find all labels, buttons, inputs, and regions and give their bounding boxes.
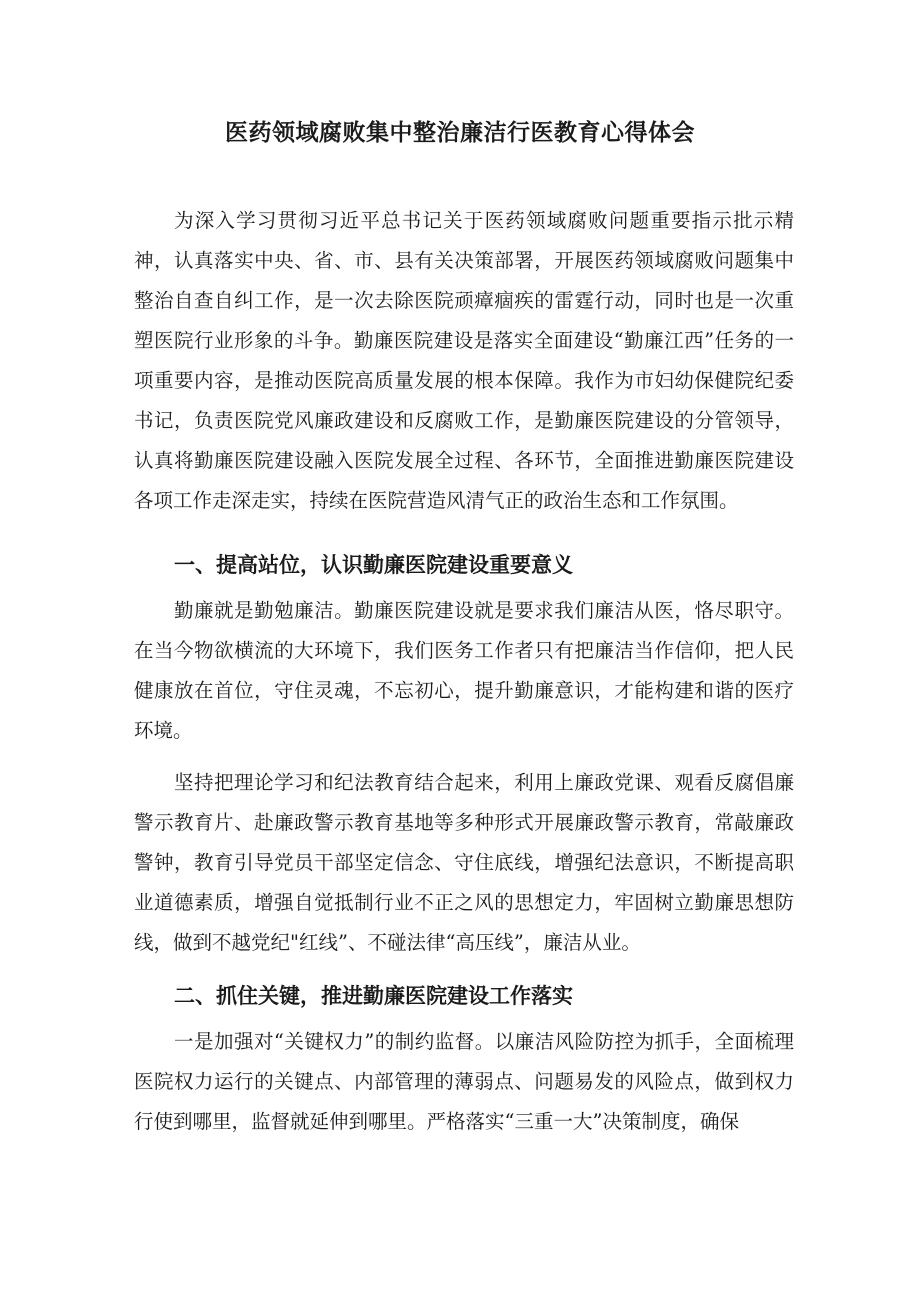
section-1-paragraph-1: 勤廉就是勤勉廉洁。勤廉医院建设就是要求我们廉洁从医，恪尽职守。在当今物欲横流的大环境下，我们医务工作者只有把廉洁当作信仰，把人民健康放在首位，守住灵魂，不忘初心，提升勤廉意识，才能构建和谐的医疗环境。: [134, 599, 794, 742]
section-2-paragraph-1: 一是加强对“关键权力”的制约监督。以廉洁风险防控为抓手，全面梳理医院权力运行的关键点、内部管理的薄弱点、问题易发的风险点，做到权力行使到哪里，监督就延伸到哪里。严格落实“三重一大”决策制度，确保: [134, 1030, 794, 1133]
section-1-heading: 一、提高站位，认识勤廉医院建设重要意义: [174, 553, 573, 577]
section-2-heading: 二、抓住关键，推进勤廉医院建设工作落实: [174, 984, 573, 1008]
intro-paragraph: 为深入学习贯彻习近平总书记关于医药领域腐败问题重要指示批示精神，认真落实中央、省、市、县有关决策部署，开展医药领域腐败问题集中整治自查自纠工作，是一次去除医院顽瘴痼疾的雷霆行动，同时也是一次重塑医院行业形象的斗争。勤廉医院建设是落实全面建设“勤廉江西”任务的一项重要内容，是推动医院高质量发展的根本保障。我作为市妇幼保健院纪委书记，负责医院党风廉政建设和反腐败工作，是勤廉医院建设的分管领导，认真将勤廉医院建设融入医院发展全过程、各环节，全面推进勤廉医院建设各项工作走深走实，持续在医院营造风清气正的政治生态和工作氛围。: [134, 209, 794, 512]
document-title: 医药领域腐败集中整治廉洁行医教育心得体会: [225, 120, 695, 146]
section-1-paragraph-2: 坚持把理论学习和纪法教育结合起来，利用上廉政党课、观看反腐倡廉警示教育片、赴廉政警示教育基地等多种形式开展廉政警示教育，常敲廉政警钟，教育引导党员干部坚定信念、守住底线，增强纪法意识，不断提高职业道德素质，增强自觉抵制行业不正之风的思想定力，牢固树立勤廉思想防线，做到不越党纪"红线”、不碰法律“高压线”，廉洁从业。: [134, 771, 794, 954]
